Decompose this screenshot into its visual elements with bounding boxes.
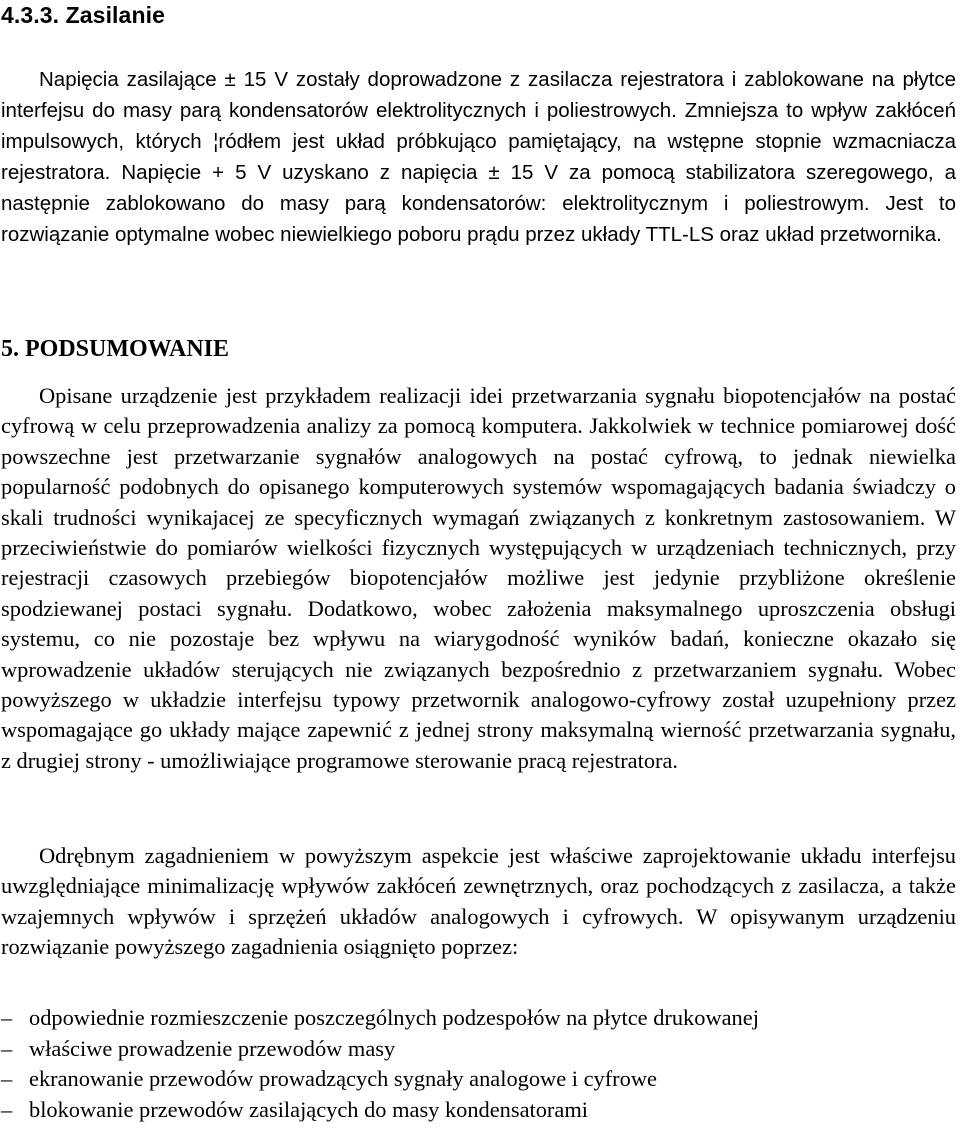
list-item <box>1 1003 956 1034</box>
dash-icon: – <box>1 1096 13 1122</box>
list-item <box>1 1034 956 1065</box>
paragraph-summary-2: Odrębnym zagadnieniem w powyższym aspekcie jest właściwe zaprojektowanie układu interfejsu uwzględniające minimalizację wpływów zakłóceń zewnętrznych, oraz pochodzących z zasilacza, a także wzajemnych wpływów i sprzężeń układów analogowych i cyfrowych. W opisywanym urządzeniu rozwiązanie powyższego zagadnienia osiągnięto poprzez: <box>1 843 956 960</box>
dash-icon: – <box>1 1005 13 1030</box>
dash-icon: – <box>1 1035 13 1061</box>
dash-icon: – <box>1 1066 13 1091</box>
list-item-text: właściwe prowadzenie przewodów masy <box>29 1035 396 1061</box>
bullet-list <box>1 1003 956 1125</box>
list-item <box>1 1064 956 1095</box>
section-heading-podsumowanie: 5. PODSUMOWANIE <box>1 335 230 362</box>
list-item-text: ekranowanie przewodów prowadzących sygnały analogowe i cyfrowe <box>29 1066 657 1091</box>
section-heading-zasilanie: 4.3.3. Zasilanie <box>1 2 165 28</box>
list-item-text: odpowiednie rozmieszczenie poszczególnych podzespołów na płytce drukowanej <box>29 1005 759 1030</box>
paragraph-zasilanie: Napięcia zasilające ± 15 V zostały doprowadzone z zasilacza rejestratora i zablokowane na płytce interfejsu do masy parą kondensatorów elektrolitycznych i poliestrowych. Zmniejsza to wpływ zakłóceń impulsowych, których ¦ródłem jest układ próbkująco pamiętający, na wstępne stopnie wzmacniacza rejestratora. Napięcie + 5 V uzyskano z napięcia ± 15 V za pomocą stabilizatora szeregowego, a następnie zablokowano do masy parą kondensatorów: elektrolitycznym i poliestrowym. Jest to rozwiązanie optymalne wobec niewielkiego poboru prądu przez układy TTL-LS oraz układ przetwornika. <box>1 68 956 246</box>
list-item-text: blokowanie przewodów zasilających do masy kondensatorami <box>29 1096 588 1122</box>
list-item <box>1 1095 956 1126</box>
paragraph-summary-1: Opisane urządzenie jest przykładem realizacji idei przetwarzania sygnału biopotencjałów na postać cyfrową w celu przeprowadzenia analizy za pomocą komputera. Jakkolwiek w technice pomiarowej dość powszechne jest przetwarzanie sygnałów analogowych na postać cyfrową, to jednak niewielka popularność podobnych do opisanego komputerowych systemów wspomagających badania świadczy o skali trudności wynikajacej ze specyficznych wymagań związanych z konkretnym zastosowaniem. W przeciwieństwie do pomiarów wielkości fizycznych występujących w urządzeniach technicznych, przy rejestracji czasowych przebiegów biopotencjałów możliwe jest jedynie przybliżone określenie spodziewanej postaci sygnału. Dodatkowo, wobec założenia maksymalnego uproszczenia obsługi systemu, co nie pozostaje bez wpływu na wiarygodność wyników badań, konieczne okazało się wprowadzenie układów sterujących nie związanych bezpośrednio z przetwarzaniem sygnału. Wobec powyższego w układzie interfejsu typowy przetwornik analogowo-cyfrowy został uzupełniony przez wspomagające go układy mające zapewnić z jednej strony maksymalną wierność przetwarzania sygnału, z drugiej strony - umożliwiające programowe sterowanie pracą rejestratora. <box>1 383 956 773</box>
